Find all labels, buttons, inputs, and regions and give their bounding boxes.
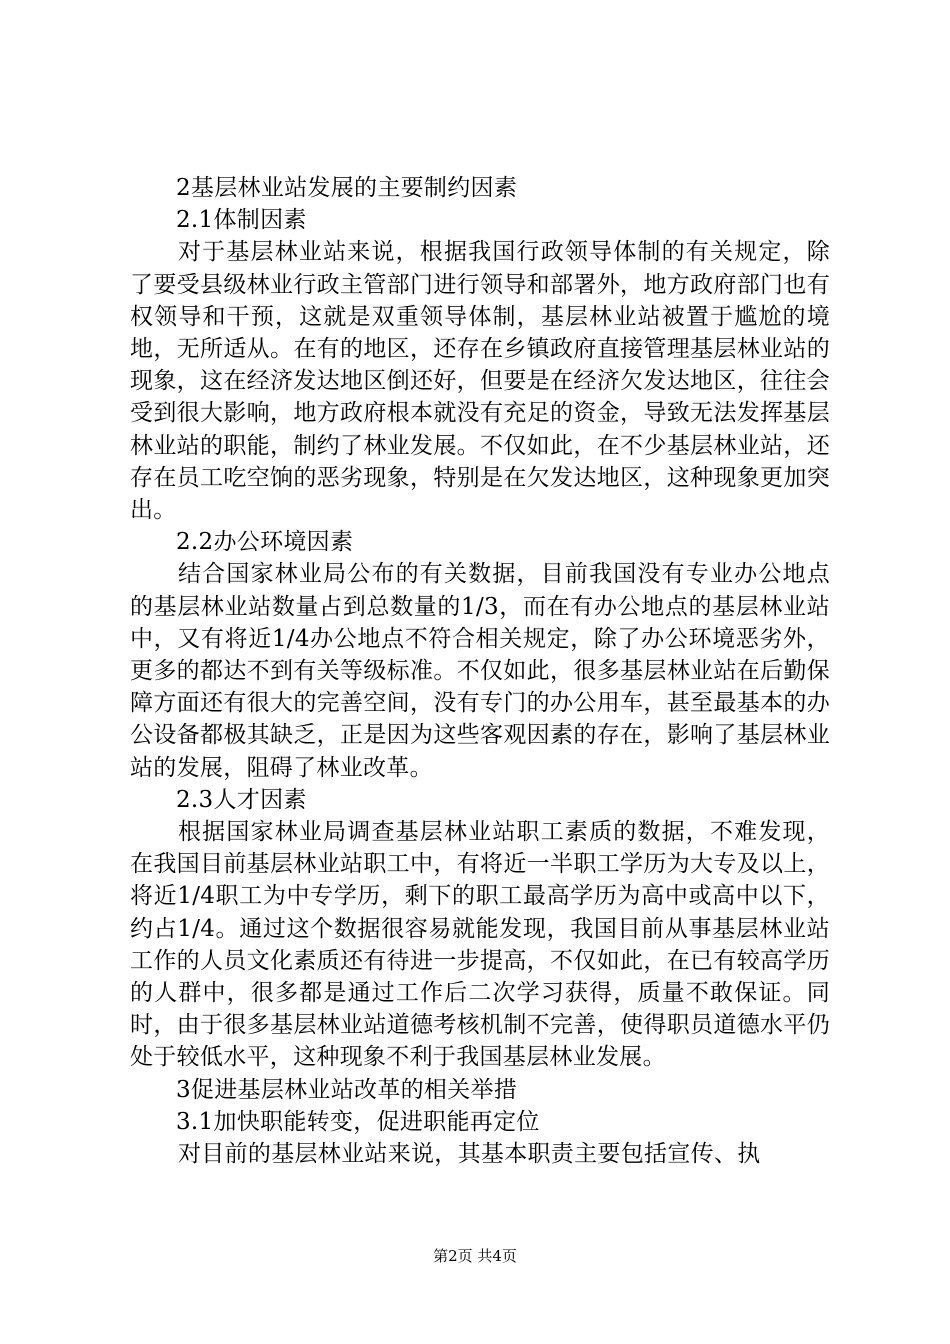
subsection-heading-2-3: 2.3人才因素 — [176, 786, 307, 813]
page-footer: 第2页 共4页 — [433, 1247, 517, 1265]
subsection-heading-3-1: 3.1加快职能转变，促进职能再定位 — [176, 1108, 540, 1135]
paragraph-function-transformation: 对目前的基层林业站来说，其基本职责主要包括宣传、执 — [178, 1141, 761, 1168]
section-heading-2: 2基层林业站发展的主要制约因素 — [176, 175, 518, 201]
subsection-heading-2-2: 2.2办公环境因素 — [176, 529, 354, 556]
document-body — [130, 172, 830, 1170]
paragraph-institutional-factors: 对于基层林业站来说，根据我国行政领导体制的有关规定，除了要受县级林业行政主管部门进行领导和部署外，地方政府部门也有权领导和干预，这就是双重领导体制，基层林业站被置于尴尬的境地，无所适从。在有的地区，还存在乡镇政府直接管理基层林业站的现象，这在经济发达地区倒还好，但要是在经济欠发达地区，往往会受到很大影响，地方政府根本就没有充足的资金，导致无法发挥基层林业站的职能，制约了林业发展。不仅如此，在不少基层林业站，还存在员工吃空饷的恶劣现象，特别是在欠发达地区，这种现象更加突出。 — [130, 239, 830, 524]
section-heading-3: 3促进基层林业站改革的相关举措 — [176, 1076, 518, 1103]
paragraph-talent-factors: 根据国家林业局调查基层林业站职工素质的数据，不难发现，在我国目前基层林业站职工中，有将近一半职工学历为大专及以上，将近1/4职工为中专学历，剩下的职工最高学历为高中或高中以下，约占1/4。通过这个数据很容易就能发现，我国目前从事基层林业站工作的人员文化素质还有待进一步提高，不仅如此，在已有较高学历的人群中，很多都是通过工作后二次学习获得，质量不敢保证。同时，由于很多基层林业站道德考核机制不完善，使得职员道德水平仍处于较低水平，这种现象不利于我国基层林业发展。 — [130, 819, 830, 1071]
paragraph-office-environment: 结合国家林业局公布的有关数据，目前我国没有专业办公地点的基层林业站数量占到总数量的1/3，而在有办公地点的基层林业站中，又有将近1/4办公地点不符合相关规定，除了办公环境恶劣外，更多的都达不到有关等级标准。不仅如此，很多基层林业站在后勤保障方面还有很大的完善空间，没有专门的办公用车，甚至最基本的办公设备都极其缺乏，正是因为这些客观因素的存在，影响了基层林业站的发展，阻碍了林业改革。 — [130, 561, 830, 781]
subsection-heading-2-1: 2.1体制因素 — [176, 207, 307, 234]
